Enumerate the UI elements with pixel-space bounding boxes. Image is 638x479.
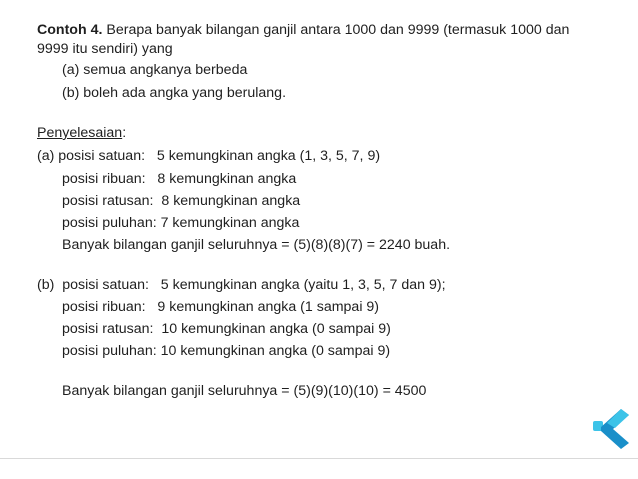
problem-line-2: 9999 itu sendiri) yang: [37, 41, 173, 57]
solution-a-line: (a) posisi satuan: 5 kemungkinan angka (1, 3, 5, 7, 9): [37, 148, 381, 164]
problem-part-a: (a) semua angkanya berbeda: [62, 62, 248, 78]
solution-a-line: posisi ratusan: 8 kemungkinan angka: [62, 193, 301, 209]
solution-b-line: posisi puluhan: 10 kemungkinan angka (0 sampai 9): [62, 343, 391, 359]
solution-a-line: posisi puluhan: 7 kemungkinan angka: [62, 215, 300, 231]
solution-heading: [37, 124, 126, 142]
bottom-divider: [0, 458, 638, 459]
problem-label: Contoh 4.: [37, 22, 103, 38]
problem-text-1: Berapa banyak bilangan ganjil antara 1000 dan 9999 (termasuk 1000 dan: [102, 22, 570, 38]
solution-b-first: (b) posisi satuan: 5 kemungkinan angka (yaitu 1, 3, 5, 7 dan 9);: [37, 277, 446, 293]
brand-logo-icon: [591, 407, 631, 455]
solution-b-total: Banyak bilangan ganjil seluruhnya = (5)(9)(10)(10) = 4500: [62, 383, 427, 399]
solution-heading-text: Penyelesaian: [37, 125, 123, 141]
solution-a-total: Banyak bilangan ganjil seluruhnya = (5)(8)(8)(7) = 2240 buah.: [62, 237, 451, 253]
problem-part-b: (b) boleh ada angka yang berulang.: [62, 85, 287, 101]
problem-line-1: [37, 21, 569, 39]
solution-a-line: posisi ribuan: 8 kemungkinan angka: [62, 171, 297, 187]
solution-b-line: posisi ratusan: 10 kemungkinan angka (0 sampai 9): [62, 321, 391, 337]
solution-b-line: posisi ribuan: 9 kemungkinan angka (1 sampai 9): [62, 299, 380, 315]
solution-heading-colon: :: [122, 125, 127, 141]
